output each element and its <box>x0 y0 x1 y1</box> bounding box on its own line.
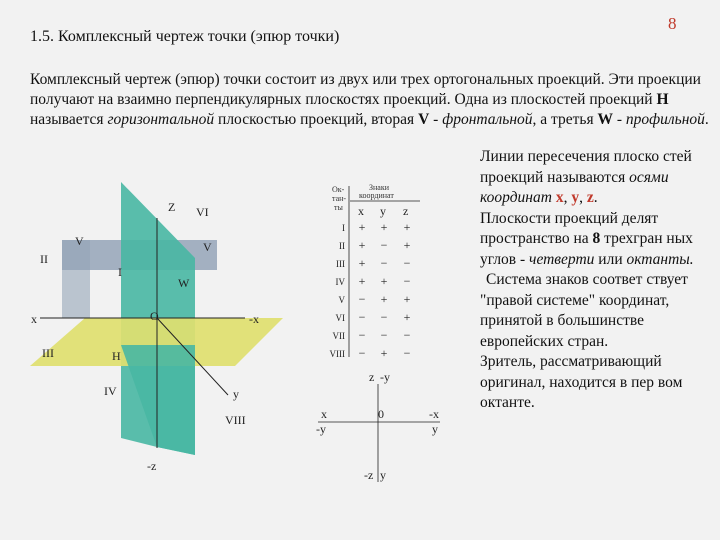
plot-label-minus-x: -x <box>429 407 439 421</box>
table-row-octant: VIII <box>329 349 345 359</box>
axes-plot <box>316 370 440 482</box>
table-header-octants: ты <box>334 203 343 212</box>
plane-h-label: H <box>656 91 669 108</box>
table-sign-cell: − <box>380 310 388 324</box>
plot-label-x: x <box>321 407 327 421</box>
label-plane-v: V <box>203 240 212 254</box>
octants-paragraph: Плоскости проекций делят пространство на 8 трехгран ных углов - четверти или октанты. <box>480 209 694 268</box>
table-sign-cell: − <box>358 310 366 324</box>
table-row-octant: IV <box>335 277 345 287</box>
table-sign-cell: + <box>380 220 388 234</box>
table-sign-cell: − <box>403 256 411 270</box>
table-sign-cell: + <box>403 292 411 306</box>
plot-label-y: y <box>432 422 438 436</box>
table-row-octant: VII <box>332 331 345 341</box>
plot-label-y: y <box>380 468 386 482</box>
table-axis-y: y <box>380 204 386 218</box>
page-title: 1.5. Комплексный чертеж точки (эпюр точки) <box>30 28 340 45</box>
table-sign-cell: − <box>380 238 388 252</box>
axis-z-label: z <box>586 189 594 206</box>
table-sign-cell: − <box>380 256 388 270</box>
intro-text: , а третья <box>532 111 598 128</box>
label-plane-h: H <box>112 349 121 363</box>
label-octant-iv: IV <box>104 384 117 398</box>
table-sign-cell: + <box>380 292 388 306</box>
label-octant-vi: VI <box>196 205 209 219</box>
plot-label-minus-y: -y <box>316 422 326 436</box>
table-sign-cell: + <box>380 346 388 360</box>
axes-paragraph: Линии пересечения плоско стей проекций называются осями координат x, y, z. <box>480 148 692 206</box>
axis-y-label: y <box>571 189 580 206</box>
intro-text: . <box>704 111 709 128</box>
intro-text: Комплексный чертеж (эпюр) точки состоит из двух или трех ортогональных проекций. Эти проекции получают на взаимно перпендикулярных плоскостях проекций. Одна из плоскостей проекций <box>30 71 701 108</box>
table-row-octant: III <box>336 259 345 269</box>
table-sign-cell: + <box>358 256 366 270</box>
label-octant-iii: III <box>42 346 54 360</box>
table-sign-cell: − <box>358 328 366 342</box>
label-minus-z: -z <box>147 459 157 473</box>
intro-text: - <box>429 111 443 128</box>
table-sign-cell: − <box>358 292 366 306</box>
sign-table <box>330 183 421 360</box>
label-plane-w: W <box>178 276 190 290</box>
intro-text: - <box>612 111 626 128</box>
plot-label-minus-z: -z <box>364 468 374 482</box>
table-sign-cell: + <box>380 274 388 288</box>
table-header-octants: тан- <box>332 194 347 203</box>
table-sign-cell: + <box>358 238 366 252</box>
axis-x-label: x <box>555 189 564 206</box>
frontal-term: фронтальной <box>442 111 533 128</box>
table-sign-cell: + <box>358 220 366 234</box>
table-row-octant: V <box>338 295 345 305</box>
label-y: y <box>233 387 239 401</box>
intro-text: называется <box>30 111 108 128</box>
viewer-paragraph: Зритель, рассматривающий оригинал, находится в пер вом октанте. <box>480 353 683 411</box>
plot-label-origin: 0 <box>378 407 384 421</box>
label-minus-x: -x <box>249 312 259 326</box>
table-sign-cell: − <box>403 328 411 342</box>
table-row-octant: I <box>342 223 345 233</box>
table-sign-cell: + <box>403 220 411 234</box>
label-octant-v: V <box>75 234 84 248</box>
label-origin: O <box>150 309 159 323</box>
label-octant-ii: II <box>40 252 48 266</box>
table-header-octants: Ок- <box>332 185 345 194</box>
plot-label-minus-y: -y <box>380 370 390 384</box>
label-z: Z <box>168 200 176 214</box>
table-sign-cell: + <box>358 274 366 288</box>
table-sign-cell: + <box>403 238 411 252</box>
sign-system-paragraph: Система знаков соответ ствует "правой системе" координат, принятой в большинстве европейских стран. <box>480 271 688 350</box>
table-sign-cell: + <box>403 310 411 324</box>
table-sign-cell: − <box>380 328 388 342</box>
profile-term: профильной <box>625 111 705 128</box>
table-header-signs: Знаки <box>369 183 390 192</box>
horizontal-term: горизонтальной <box>107 111 215 128</box>
label-octant-viii: VIII <box>225 413 246 427</box>
table-row-octant: II <box>339 241 345 251</box>
table-axis-z: z <box>403 204 409 218</box>
plot-label-z: z <box>369 370 375 384</box>
table-sign-cell: − <box>403 346 411 360</box>
table-sign-cell: − <box>403 274 411 288</box>
table-axis-x: x <box>358 204 364 218</box>
intro-text: плоскостью проекций, вторая <box>214 111 419 128</box>
vertical-plane-v-front <box>62 240 90 318</box>
table-row-octant: VI <box>335 313 345 323</box>
page-number: 8 <box>668 14 677 33</box>
table-header-signs: координат <box>359 191 394 200</box>
table-sign-cell: − <box>358 346 366 360</box>
label-octant-i: I <box>118 265 122 279</box>
plane-v-label: V <box>418 111 430 128</box>
plane-w-label: W <box>597 111 613 128</box>
label-x: x <box>31 312 37 326</box>
